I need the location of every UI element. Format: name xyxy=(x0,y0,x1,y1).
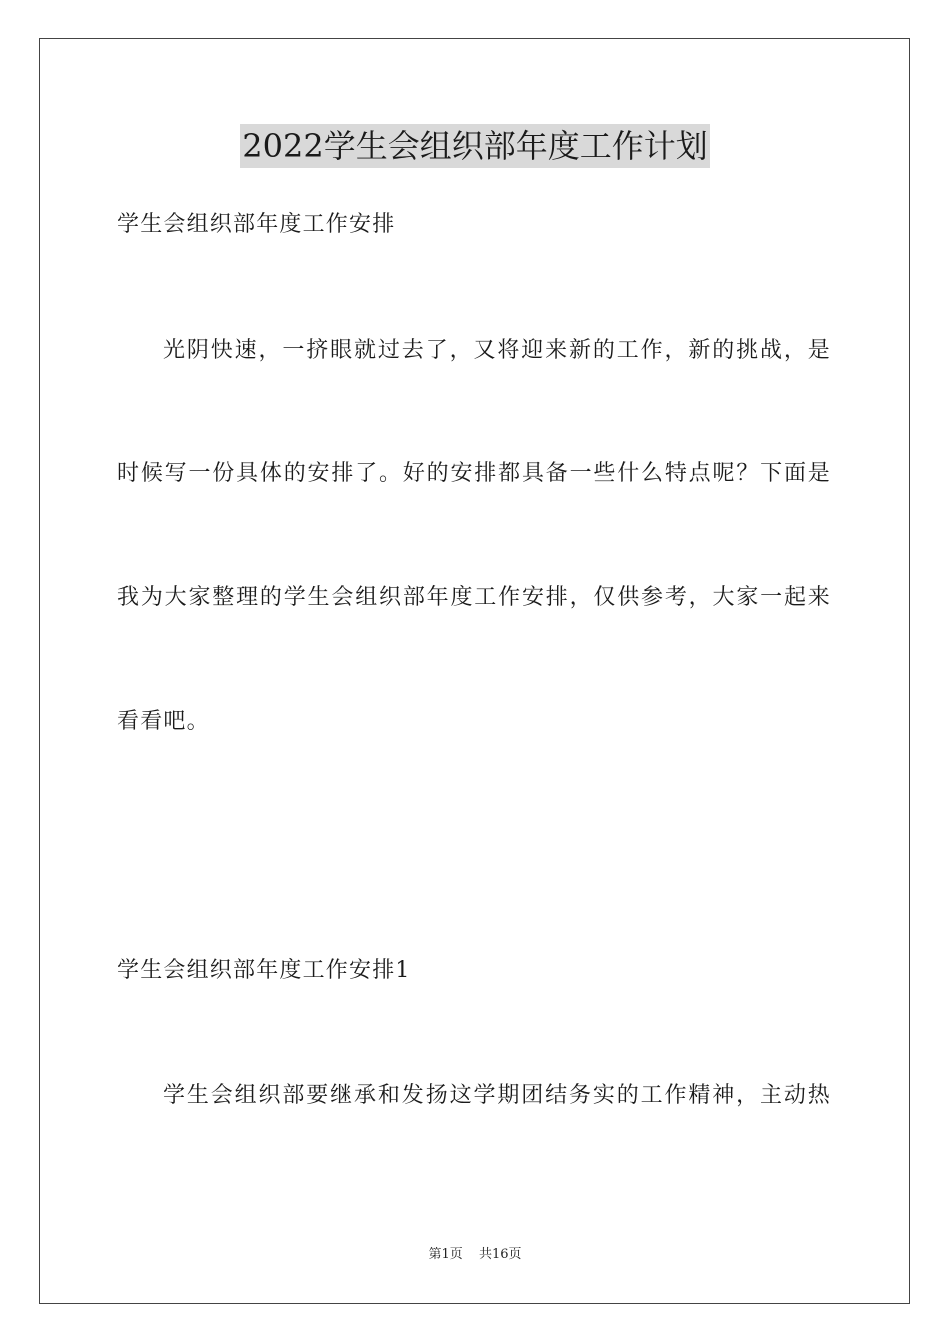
paragraph-line: 光阴快速，一挤眼就过去了，又将迎来新的工作，新的挑战，是 xyxy=(163,338,831,363)
paragraph-line: 我为大家整理的学生会组织部年度工作安排，仅供参考，大家一起来 xyxy=(117,585,831,610)
title-container xyxy=(0,124,950,168)
page-footer xyxy=(0,1246,950,1264)
document-title: 2022学生会组织部年度工作计划 xyxy=(240,124,709,168)
section-heading: 学生会组织部年度工作安排1 xyxy=(117,958,411,983)
paragraph-line: 学生会组织部要继承和发扬这学期团结务实的工作精神，主动热 xyxy=(163,1083,831,1108)
paragraph-line: 时候写一份具体的安排了。好的安排都具备一些什么特点呢？下面是 xyxy=(117,461,831,486)
paragraph-line: 看看吧。 xyxy=(117,709,210,734)
section-heading: 学生会组织部年度工作安排 xyxy=(117,212,396,237)
page-total: 共16页 xyxy=(478,1247,522,1262)
page-number: 第1页 xyxy=(428,1247,463,1262)
